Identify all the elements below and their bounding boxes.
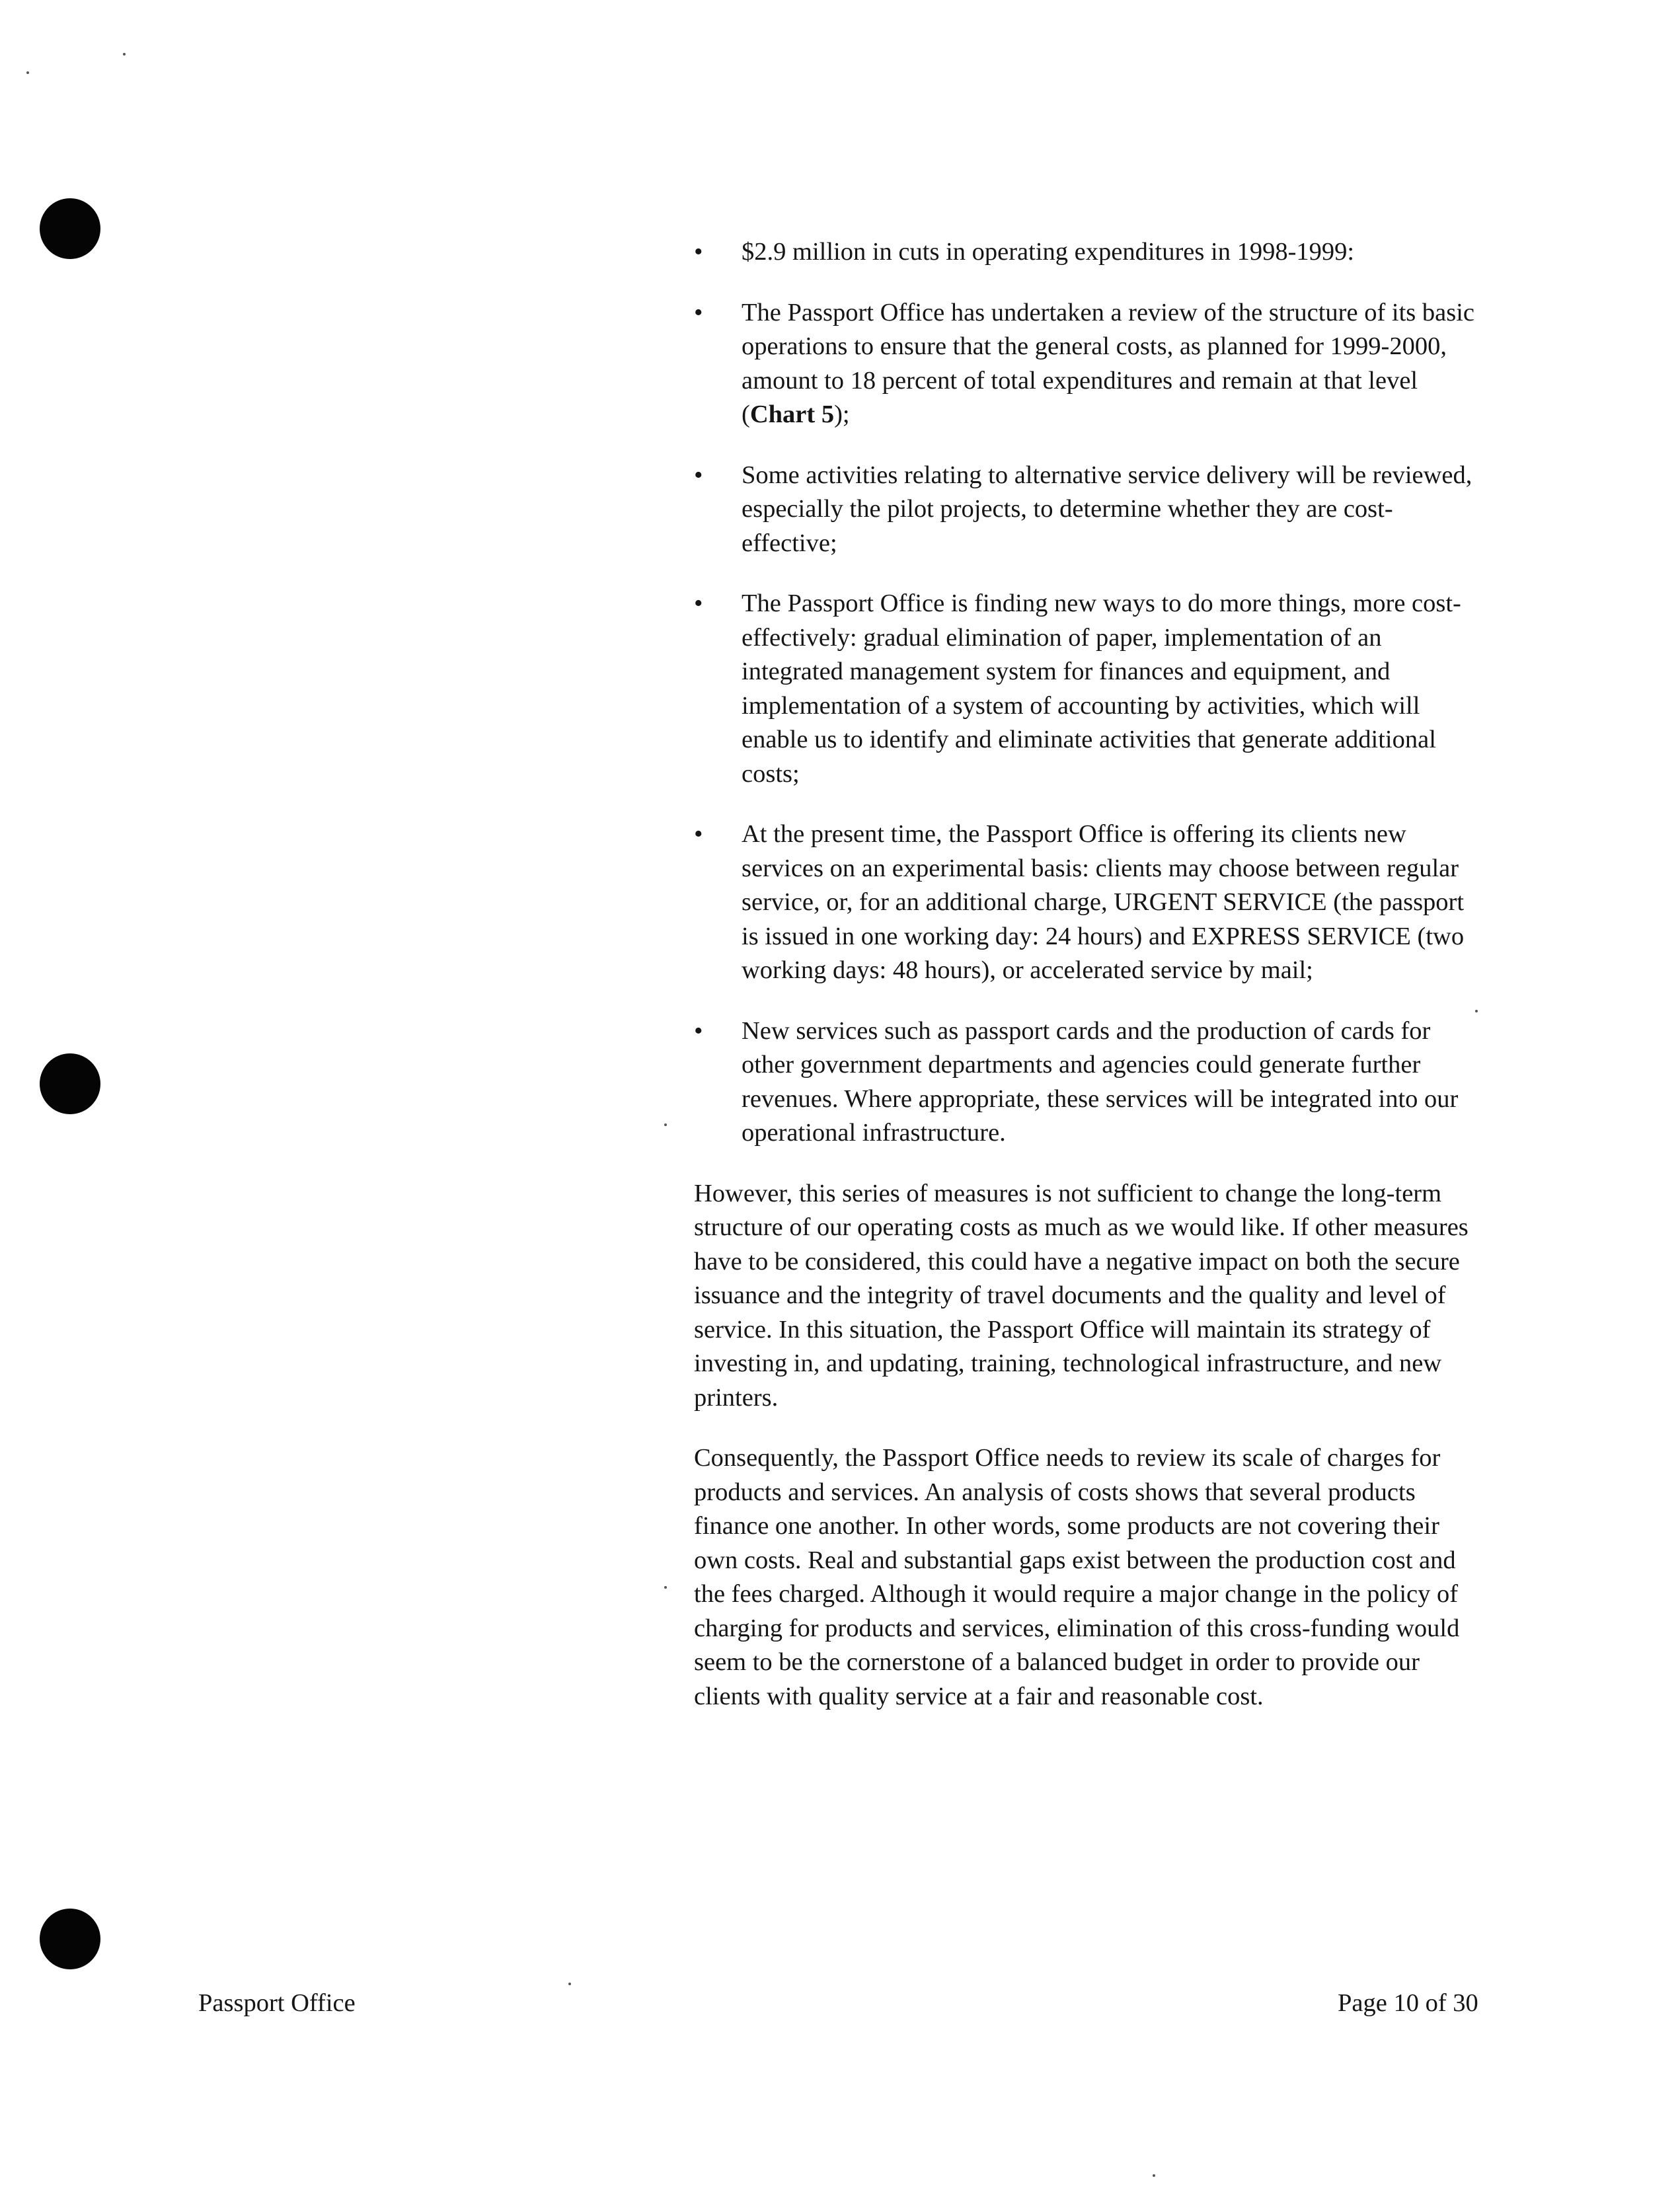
bullet-glyph: • xyxy=(694,298,703,326)
chart-reference: Chart 5 xyxy=(749,400,835,428)
bullet-text-part: ); xyxy=(834,400,850,428)
bullet-item xyxy=(694,1014,1480,1151)
bullet-glyph: • xyxy=(694,589,703,617)
scan-speck xyxy=(664,1586,667,1589)
bullet-text xyxy=(742,299,1474,429)
scan-speck xyxy=(664,1123,667,1126)
bullet-item xyxy=(694,296,1480,432)
bullet-text: At the present time, the Passport Office is offering its clients new services on an experimental basis: clients may choose between regular service, or, for an additional charge, URGENT SERVICE (the passport is issued in one working day: 24 hours) and EXPRESS SERVICE (two working days: 48 hours), or accelerated service by mail; xyxy=(742,820,1465,984)
bullet-text: Some activities relating to alternative service delivery will be reviewed, especially the pilot projects, to determine whether they are cost-effective; xyxy=(742,461,1472,557)
footer-page-number: Page 10 of 30 xyxy=(1338,1989,1478,2017)
bullet-item xyxy=(694,459,1480,561)
scan-speck xyxy=(568,1983,571,1985)
bullet-text-part: The Passport Office has undertaken a review of the structure of its basic operations to ensure that the general costs, as planned for 1999-2000, amount to 18 percent of total expenditures and remain at that level ( xyxy=(742,298,1474,428)
document-body xyxy=(694,235,1480,1740)
bullet-item xyxy=(694,235,1480,270)
body-paragraph: However, this series of measures is not sufficient to change the long-term structure of our operating costs as much as we would like. If other measures have to be considered, this could have a negative impact on both the secure issuance and the integrity of travel documents and the quality and level of service. In this situation, the Passport Office will maintain its strategy of investing in, and updating, training, technological infrastructure, and new printers. xyxy=(694,1179,1469,1412)
footer-organization: Passport Office xyxy=(198,1989,356,2017)
bullet-list xyxy=(694,235,1480,1151)
punch-hole-bottom xyxy=(40,1909,100,1969)
bullet-text: $2.9 million in cuts in operating expenditures in 1998-1999: xyxy=(742,238,1355,266)
bullet-glyph: • xyxy=(694,238,703,266)
bullet-glyph: • xyxy=(694,1016,703,1045)
punch-hole-middle xyxy=(40,1053,100,1114)
bullet-text: New services such as passport cards and the production of cards for other government departments and agencies could generate further revenues. Where appropriate, these services will be integrated into our operational infrastructure. xyxy=(742,1016,1459,1147)
body-paragraph: Consequently, the Passport Office needs to review its scale of charges for products and services. An analysis of costs shows that several products finance one another. In other words, some products are not covering their own costs. Real and substantial gaps exist between the production cost and the fees charged. Although it would require a major change in the policy of charging for products and services, elimination of this cross-funding would seem to be the cornerstone of a balanced budget in order to provide our clients with quality service at a fair and reasonable cost. xyxy=(694,1444,1460,1710)
bullet-item xyxy=(694,817,1480,988)
punch-hole-top xyxy=(40,198,100,259)
scan-speck xyxy=(1153,2174,1155,2177)
scan-speck xyxy=(26,71,29,74)
bullet-text: The Passport Office is finding new ways to do more things, more cost-effectively: gradual elimination of paper, implementation of an integrated management system for finances and equipment, and implementation of a system of accounting by activities, which will enable us to identify and eliminate activities that generate additional costs; xyxy=(742,589,1461,788)
bullet-item xyxy=(694,587,1480,791)
bullet-glyph: • xyxy=(694,461,703,489)
scan-speck xyxy=(123,53,126,56)
bullet-glyph: • xyxy=(694,820,703,848)
